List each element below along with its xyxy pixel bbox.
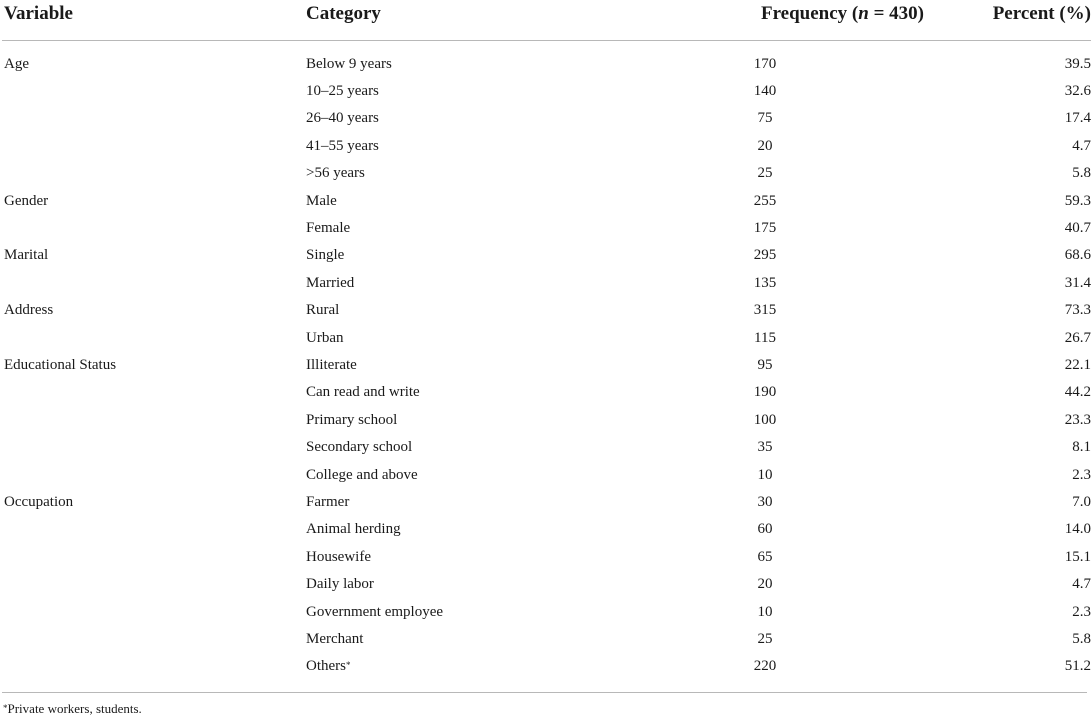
row-category (306, 215, 606, 242)
row-frequency (606, 297, 924, 324)
row-percent-text: 17.4 (1064, 110, 1091, 127)
row-percent-text: 15.1 (1064, 548, 1091, 565)
row-percent (924, 270, 1091, 297)
row-frequency-text: 20 (757, 137, 773, 154)
row-variable (2, 599, 306, 626)
row-frequency (606, 571, 924, 598)
row-category-text: Animal herding (306, 521, 401, 538)
row-category-text: Daily labor (306, 576, 374, 593)
row-percent (924, 352, 1091, 379)
row-frequency (606, 215, 924, 242)
row-frequency-text: 75 (757, 110, 773, 127)
row-percent (924, 242, 1091, 269)
header-category: Category (306, 3, 381, 24)
row-frequency-text: 315 (753, 302, 777, 319)
row-percent (924, 462, 1091, 489)
row-percent-text: 31.4 (1064, 274, 1091, 291)
row-percent-text: 8.1 (1072, 439, 1091, 456)
row-category (306, 653, 606, 680)
table-row (2, 516, 1091, 543)
row-category (306, 133, 606, 160)
table-row (2, 78, 1091, 105)
row-frequency (606, 462, 924, 489)
row-category-text: Farmer (306, 494, 350, 510)
row-category (306, 599, 606, 626)
row-category (306, 571, 606, 598)
row-percent (924, 489, 1091, 516)
row-category-text: Can read and write (306, 384, 420, 401)
row-percent (924, 516, 1091, 543)
row-percent-text: 39.5 (1064, 55, 1091, 72)
row-frequency-text: 10 (757, 603, 773, 620)
table-footnote (3, 701, 142, 717)
row-category-text: Male (306, 192, 337, 209)
row-percent (924, 78, 1091, 105)
row-percent-text: 14.0 (1064, 521, 1091, 538)
row-percent-text: 73.3 (1064, 302, 1091, 319)
table-row (2, 105, 1091, 132)
row-percent-text: 4.7 (1072, 576, 1091, 593)
row-frequency (606, 489, 924, 516)
row-percent-text: 5.8 (1072, 631, 1091, 648)
footnote-text: Private workers, students. (7, 701, 142, 716)
row-category (306, 626, 606, 653)
row-frequency-text: 20 (757, 576, 773, 593)
header-frequency (606, 0, 924, 40)
row-category-text: Urban (306, 329, 344, 346)
row-frequency-text: 140 (753, 82, 777, 99)
row-frequency (606, 40, 924, 78)
row-variable (2, 379, 306, 406)
table-row (2, 352, 1091, 379)
row-category (306, 434, 606, 461)
row-frequency (606, 626, 924, 653)
row-percent (924, 434, 1091, 461)
row-percent-text: 7.0 (1072, 494, 1091, 510)
row-frequency-text: 95 (757, 356, 773, 373)
row-percent (924, 160, 1091, 187)
row-percent-text: 51.2 (1064, 658, 1091, 675)
row-variable (2, 352, 306, 379)
table-body (2, 40, 1091, 681)
table-row (2, 489, 1091, 516)
row-variable (2, 516, 306, 543)
row-percent-text: 32.6 (1064, 82, 1091, 99)
footnote-mark: * (3, 703, 8, 713)
row-frequency-text: 100 (753, 411, 777, 428)
row-frequency (606, 160, 924, 187)
row-category-text: Rural (306, 302, 340, 319)
table-bottom-rule (2, 692, 1087, 693)
row-category-text: College and above (306, 466, 418, 483)
row-variable-text: Address (4, 302, 54, 319)
table-row (2, 544, 1091, 571)
row-category-text: Government employee (306, 603, 444, 620)
row-percent (924, 105, 1091, 132)
row-percent-text: 22.1 (1064, 356, 1091, 373)
row-category-text: Merchant (306, 631, 364, 648)
row-percent-text: 5.8 (1072, 165, 1091, 182)
row-percent (924, 599, 1091, 626)
row-frequency (606, 325, 924, 352)
row-frequency-text: 60 (757, 521, 773, 538)
row-percent (924, 379, 1091, 406)
header-frequency-prefix: Frequency ( (760, 3, 859, 24)
table-row (2, 297, 1091, 324)
row-percent-text: 44.2 (1064, 384, 1091, 401)
table-row (2, 40, 1091, 78)
table-row (2, 270, 1091, 297)
row-category-text: Below 9 years (306, 55, 392, 72)
row-category (306, 379, 606, 406)
row-category-text: Female (306, 219, 351, 236)
row-frequency (606, 516, 924, 543)
demographics-table (2, 0, 1091, 681)
row-category (306, 40, 606, 78)
row-percent (924, 297, 1091, 324)
row-percent-text: 40.7 (1064, 219, 1091, 236)
row-category (306, 270, 606, 297)
table-row (2, 160, 1091, 187)
row-variable (2, 462, 306, 489)
table-row (2, 242, 1091, 269)
row-variable (2, 544, 306, 571)
row-percent-text: 2.3 (1072, 466, 1091, 483)
header-variable: Variable (4, 3, 73, 24)
row-frequency-text: 135 (753, 274, 777, 291)
row-category (306, 160, 606, 187)
row-percent (924, 626, 1091, 653)
row-category-text: Secondary school (306, 439, 413, 456)
header-percent: Percent (%) (992, 3, 1091, 24)
header-frequency-n: n (858, 3, 869, 24)
row-category-text: Housewife (306, 548, 371, 565)
row-frequency (606, 133, 924, 160)
row-category (306, 489, 606, 516)
row-frequency (606, 242, 924, 269)
row-category-text: 41–55 years (306, 137, 379, 154)
row-percent (924, 188, 1091, 215)
row-frequency-text: 115 (754, 329, 776, 346)
row-variable (2, 40, 306, 78)
row-category (306, 105, 606, 132)
row-category (306, 242, 606, 269)
row-percent-text: 2.3 (1072, 603, 1091, 620)
row-frequency-text: 35 (757, 439, 773, 456)
row-percent-text: 23.3 (1064, 411, 1091, 428)
row-variable (2, 242, 306, 269)
row-percent (924, 40, 1091, 78)
row-frequency (606, 188, 924, 215)
row-category (306, 297, 606, 324)
row-frequency (606, 352, 924, 379)
row-percent-text: 68.6 (1064, 247, 1091, 264)
table-row (2, 434, 1091, 461)
row-frequency (606, 653, 924, 680)
table-row (2, 571, 1091, 598)
row-variable (2, 215, 306, 242)
row-category (306, 325, 606, 352)
table-row (2, 626, 1091, 653)
footnote-reference-mark: * (346, 660, 351, 671)
row-category-text: Others (306, 658, 346, 675)
row-variable (2, 571, 306, 598)
row-category-text: Married (306, 274, 355, 291)
row-percent-text: 59.3 (1064, 192, 1091, 209)
row-frequency (606, 407, 924, 434)
table-header-row (2, 0, 1091, 40)
row-frequency (606, 78, 924, 105)
table-row (2, 653, 1091, 680)
row-variable (2, 489, 306, 516)
table-row (2, 379, 1091, 406)
row-category (306, 516, 606, 543)
row-variable (2, 270, 306, 297)
row-variable (2, 133, 306, 160)
table-row (2, 407, 1091, 434)
row-category (306, 462, 606, 489)
row-percent (924, 571, 1091, 598)
row-frequency-text: 25 (757, 165, 773, 182)
row-category-text: >56 years (306, 165, 365, 182)
row-variable-text: Educational Status (4, 356, 117, 373)
row-frequency (606, 599, 924, 626)
row-category (306, 188, 606, 215)
row-frequency (606, 105, 924, 132)
row-percent (924, 215, 1091, 242)
header-frequency-suffix: = 430) (868, 3, 924, 24)
row-frequency-text: 175 (753, 219, 777, 236)
row-category-text: 10–25 years (306, 82, 379, 99)
row-frequency-text: 65 (757, 548, 773, 565)
table-row (2, 215, 1091, 242)
row-variable-text: Marital (4, 247, 49, 264)
row-variable (2, 297, 306, 324)
row-frequency-text: 255 (753, 192, 777, 209)
row-variable (2, 78, 306, 105)
table-row (2, 133, 1091, 160)
row-variable (2, 160, 306, 187)
row-frequency (606, 544, 924, 571)
row-percent (924, 407, 1091, 434)
row-frequency-text: 30 (757, 494, 773, 510)
row-percent (924, 653, 1091, 680)
table-row (2, 462, 1091, 489)
row-frequency-text: 25 (757, 631, 773, 648)
row-frequency-text: 10 (757, 466, 773, 483)
row-category-text: Primary school (306, 411, 398, 428)
row-percent-text: 26.7 (1064, 329, 1091, 346)
row-variable (2, 105, 306, 132)
row-variable (2, 407, 306, 434)
row-category-text: Illiterate (306, 356, 357, 373)
table-row (2, 599, 1091, 626)
row-category-text: Single (306, 247, 345, 264)
row-percent (924, 133, 1091, 160)
row-variable (2, 188, 306, 215)
row-frequency (606, 434, 924, 461)
row-category (306, 544, 606, 571)
row-category (306, 352, 606, 379)
row-frequency-text: 295 (753, 247, 777, 264)
row-category (306, 78, 606, 105)
row-variable (2, 325, 306, 352)
row-variable-text: Occupation (4, 494, 74, 510)
row-category (306, 407, 606, 434)
table-row (2, 325, 1091, 352)
row-frequency (606, 379, 924, 406)
row-frequency-text: 190 (753, 384, 777, 401)
row-category-text: 26–40 years (306, 110, 379, 127)
row-variable (2, 653, 306, 680)
row-variable-text: Gender (4, 192, 49, 209)
row-variable (2, 434, 306, 461)
row-variable (2, 626, 306, 653)
table-row (2, 188, 1091, 215)
row-variable-text: Age (4, 55, 29, 72)
row-frequency-text: 220 (753, 658, 777, 675)
row-frequency-text: 170 (753, 55, 777, 72)
row-frequency (606, 270, 924, 297)
row-percent (924, 544, 1091, 571)
row-percent-text: 4.7 (1072, 137, 1091, 154)
row-percent (924, 325, 1091, 352)
